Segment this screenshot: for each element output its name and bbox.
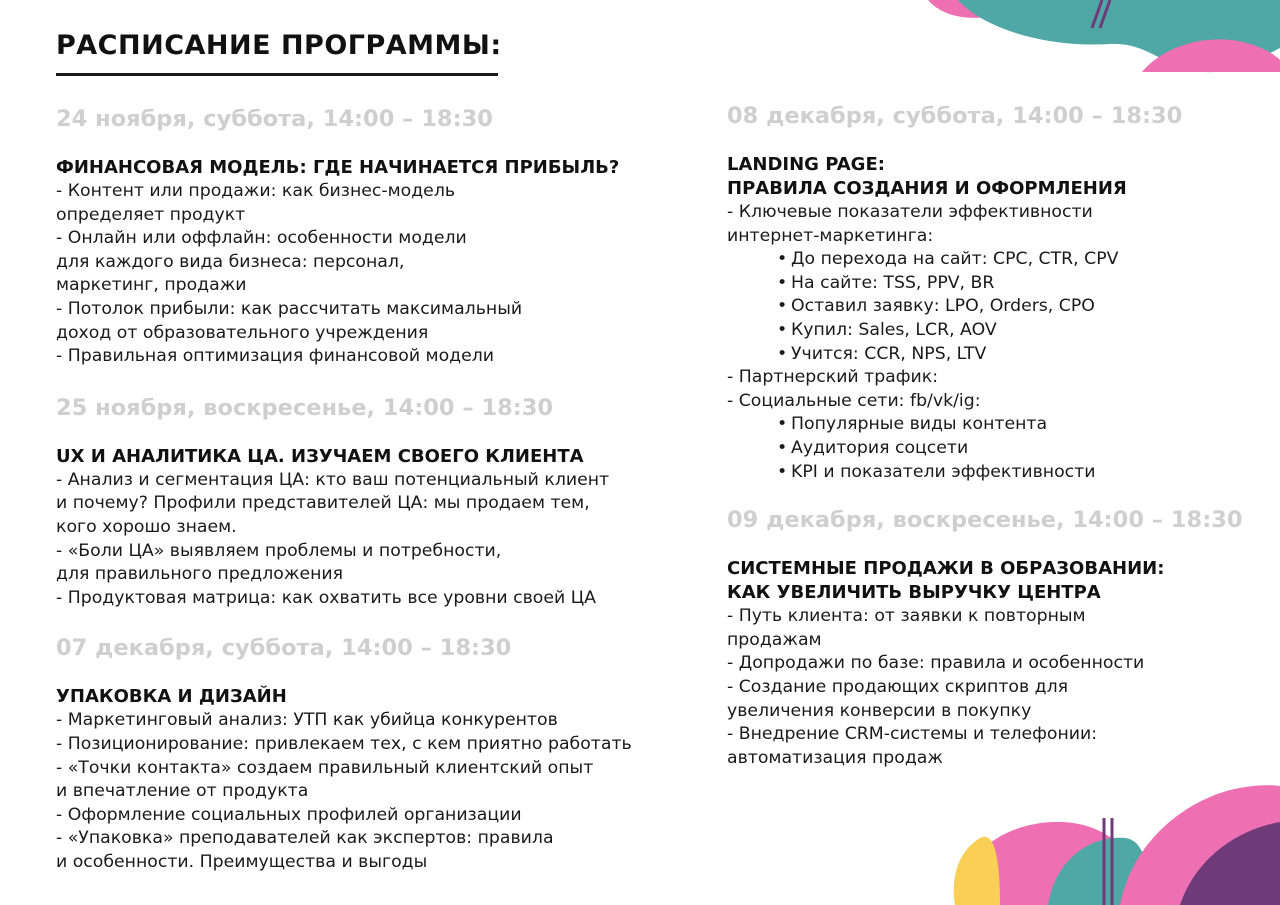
description-line: для каждого вида бизнеса: персонал, (56, 251, 405, 272)
description-line: - Оформление социальных профилей организации (56, 804, 522, 825)
schedule-day (56, 633, 696, 874)
description-line: - Потолок прибыли: как рассчитать максимальный (56, 298, 523, 319)
session-topic: КАК УВЕЛИЧИТЬ ВЫРУЧКУ ЦЕНТРА (727, 582, 1101, 604)
session-date: 24 ноября, суббота, 14:00 – 18:30 (56, 106, 493, 132)
bullet-item: • Популярные виды контента (727, 413, 1267, 437)
bullet-item: • Купил: Sales, LCR, AOV (727, 319, 1267, 343)
bullet-item: • До перехода на сайт: CPC, CTR, CPV (727, 248, 1267, 272)
bullet-item: • KPI и показатели эффективности (727, 461, 1267, 485)
session-date: 07 декабря, суббота, 14:00 – 18:30 (56, 635, 512, 662)
session-topic: UX И АНАЛИТИКА ЦА. ИЗУЧАЕМ СВОЕГО КЛИЕНТА (56, 445, 584, 467)
bullet-item: • Аудитория соцсети (727, 437, 1267, 461)
description-line: маркетинг, продажи (56, 275, 247, 296)
description-line: - Контент или продажи: как бизнес-модель (56, 181, 456, 201)
schedule-day (56, 104, 696, 369)
session-date: 09 декабря, воскресенье, 14:00 – 18:30 (727, 507, 1243, 534)
description-line: - Путь клиента: от заявки к повторным (727, 606, 1086, 627)
session-topic: LANDING PAGE: (727, 154, 885, 175)
schedule-day (56, 393, 696, 611)
schedule-day (727, 101, 1267, 484)
session-topic: СИСТЕМНЫЕ ПРОДАЖИ В ОБРАЗОВАНИИ: (727, 558, 1165, 580)
session-topic: ФИНАНСОВАЯ МОДЕЛЬ: ГДЕ НАЧИНАЕТСЯ ПРИБЫЛЬ? (56, 157, 620, 178)
description-line: автоматизация продаж (727, 747, 943, 768)
description-line: и впечатление от продукта (56, 781, 309, 802)
description-line: доход от образовательного учреждения (56, 322, 429, 343)
bullet-item: • Оставил заявку: LPO, Orders, CPO (727, 295, 1267, 319)
description-line: интернет-маркетинга: (727, 225, 934, 246)
title-underline (56, 73, 498, 76)
top-right-blobs (928, 0, 1280, 72)
schedule-day (727, 505, 1267, 770)
description-line: для правильного предложения (56, 564, 343, 585)
description-line: - Онлайн или оффлайн: особенности модели (56, 228, 467, 249)
description-line: кого хорошо знаем. (56, 516, 237, 537)
right-column (727, 101, 1267, 794)
description-line: - Маркетинговый анализ: УТП как убийца конкурентов (56, 710, 558, 731)
description-line: и особенности. Преимущества и выгоды (56, 851, 428, 872)
description-line: - «Точки контакта» создаем правильный клиентский опыт (56, 757, 594, 778)
description-line: - Позиционирование: привлекаем тех, с кем приятно работать (56, 733, 632, 754)
page-title: РАСПИСАНИЕ ПРОГРАММЫ: (56, 30, 502, 61)
description-line: - Ключевые показатели эффективности (727, 202, 1093, 222)
session-date: 08 декабря, суббота, 14:00 – 18:30 (727, 103, 1183, 129)
description-line: - Внедрение CRM-системы и телефонии: (727, 724, 1098, 745)
description-line: определяет продукт (56, 204, 246, 225)
description-line: и почему? Профили представителей ЦА: мы продаем тем, (56, 493, 590, 514)
description-line: - Продуктовая матрица: как охватить все уровни своей ЦА (56, 587, 596, 608)
description-line: - Партнерский трафик: (727, 367, 939, 388)
description-line: - Допродажи по базе: правила и особенности (727, 653, 1145, 674)
description-line: продажам (727, 629, 822, 650)
session-topic: УПАКОВКА И ДИЗАЙН (56, 686, 287, 708)
description-line: - Создание продающих скриптов для (727, 676, 1069, 697)
description-line: - Социальные сети: fb/vk/ig: (727, 390, 981, 411)
description-line: - Анализ и сегментация ЦА: кто ваш потенциальный клиент (56, 469, 610, 490)
session-date: 25 ноября, воскресенье, 14:00 – 18:30 (56, 394, 554, 421)
bullet-item: • Учится: CCR, NPS, LTV (727, 343, 1267, 367)
left-column (56, 104, 696, 897)
session-topic: ПРАВИЛА СОЗДАНИЯ И ОФОРМЛЕНИЯ (727, 178, 1127, 199)
description-line: увеличения конверсии в покупку (727, 700, 1032, 721)
description-line: - «Боли ЦА» выявляем проблемы и потребности, (56, 540, 502, 561)
bottom-right-blobs (954, 785, 1280, 905)
description-line: - «Упаковка» преподавателей как экспертов: правила (56, 828, 554, 849)
description-line: - Правильная оптимизация финансовой модели (56, 346, 495, 367)
bullet-item: • На сайте: TSS, PPV, BR (727, 272, 1267, 296)
